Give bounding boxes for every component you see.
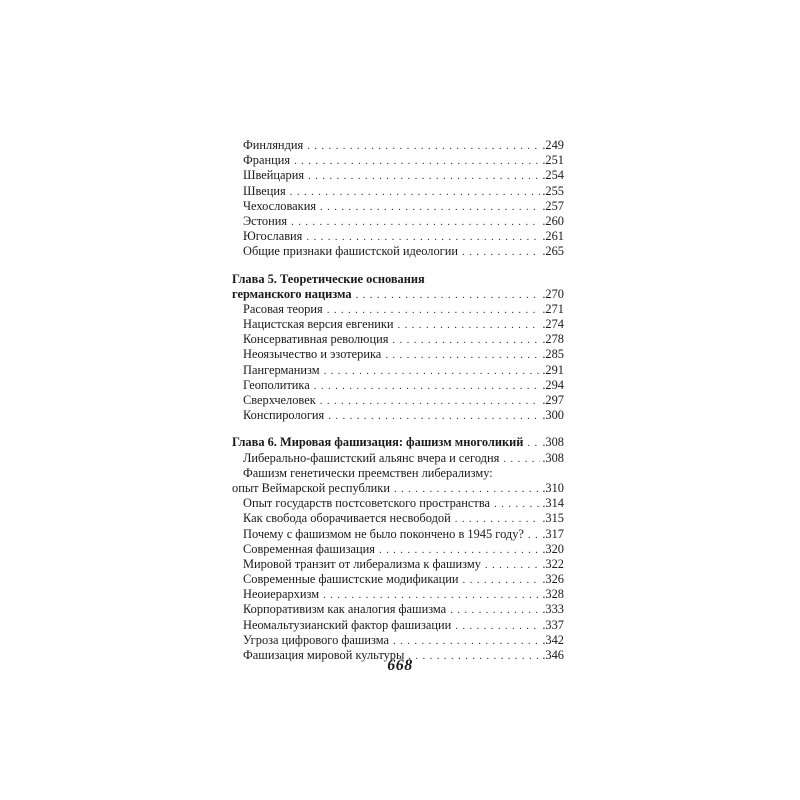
toc-entry	[232, 244, 564, 259]
toc-entry	[232, 317, 564, 332]
toc-entry	[232, 347, 564, 362]
toc-entry-label: Общие признаки фашистской идеологии	[243, 244, 459, 259]
dot-leader	[379, 543, 540, 558]
toc-entry-page: .251	[542, 153, 564, 168]
toc-entry-page: .271	[542, 301, 564, 316]
toc-entry	[232, 572, 564, 587]
toc-entry	[232, 511, 564, 526]
toc-entry-label: Корпоративизм как аналогия фашизма	[243, 602, 447, 617]
dot-leader	[394, 482, 540, 497]
toc-entry-page: .249	[542, 138, 564, 152]
toc-entry-page: .308	[542, 450, 564, 465]
dot-leader	[320, 200, 540, 215]
toc-entry-page: .326	[542, 572, 564, 587]
toc-entry-page: .322	[542, 556, 564, 571]
dot-leader	[462, 245, 540, 260]
chapter-title: Глава 6. Мировая фашизация: фашизм многоликий	[232, 435, 524, 450]
toc-entry-page: .257	[542, 198, 564, 213]
page-number: 668	[387, 657, 413, 674]
chapter-title: германского нацизма	[232, 286, 352, 301]
toc-entry	[232, 408, 564, 423]
toc-entry-page: .346	[542, 648, 564, 662]
toc-entry-page: .342	[542, 632, 564, 647]
toc-entry	[232, 542, 564, 557]
toc-entry-page: .333	[542, 602, 564, 617]
dot-leader	[450, 603, 540, 618]
toc-entry-page: .297	[542, 393, 564, 407]
dot-leader	[503, 452, 540, 467]
toc-entry-page: .274	[542, 317, 564, 332]
toc-entry	[232, 229, 564, 244]
dot-leader	[307, 139, 540, 154]
dot-leader	[463, 573, 541, 588]
toc-entry-label: Неомальтузианский фактор фашизации	[243, 617, 452, 632]
dot-leader	[527, 436, 540, 451]
dot-leader	[455, 512, 541, 527]
toc-entry-page: .337	[542, 617, 564, 632]
toc-entry-label: Фашизация мировой культуры	[243, 648, 405, 662]
dot-leader	[392, 333, 540, 348]
toc-entry	[232, 496, 564, 511]
toc-entry	[232, 393, 564, 408]
toc-entry-label: Фашизм генетически преемствен либерализму:	[243, 465, 493, 480]
toc-entry-label: Финляндия	[243, 138, 304, 152]
section-gap	[232, 260, 564, 272]
dot-leader	[485, 558, 540, 573]
dot-leader	[308, 169, 540, 184]
dot-leader	[290, 185, 541, 200]
toc-entry	[232, 451, 564, 466]
toc-entry-page: .265	[542, 244, 564, 259]
toc-entry	[232, 153, 564, 168]
toc-entry-page: .320	[542, 541, 564, 556]
toc-entry-label: Пангерманизм	[243, 362, 320, 377]
toc-entry-label: Либерально-фашистский альянс вчера и сегодня	[243, 450, 500, 465]
dot-leader	[291, 215, 540, 230]
toc-entry-label: Эстония	[243, 213, 288, 228]
toc-entry-label: Как свобода оборачивается несвободой	[243, 511, 451, 526]
chapter-heading	[232, 287, 564, 302]
chapter-heading	[232, 272, 564, 287]
toc-entry-page: .260	[542, 213, 564, 228]
dot-leader	[327, 303, 541, 318]
toc-entry-label: Мировой транзит от либерализма к фашизму	[243, 556, 481, 571]
dot-leader	[306, 230, 540, 245]
dot-leader	[324, 364, 541, 379]
toc-entry	[232, 302, 564, 317]
dot-leader	[393, 634, 540, 649]
dot-leader	[494, 497, 540, 512]
dot-leader	[320, 394, 541, 409]
toc-entry	[232, 214, 564, 229]
toc-entry-page: .314	[542, 496, 564, 511]
dot-leader	[528, 528, 540, 543]
toc-entry-label: Угроза цифрового фашизма	[243, 632, 390, 647]
toc-entry-label: Сверхчеловек	[243, 393, 316, 407]
toc-entry-label: опыт Веймарской республики	[232, 480, 390, 495]
toc-entry	[232, 481, 564, 496]
toc-entry	[232, 618, 564, 633]
toc-entry-label: Франция	[243, 153, 291, 168]
toc-entry-page: .294	[542, 377, 564, 392]
toc-entry-label: Современная фашизация	[243, 541, 375, 556]
toc-entry-page: .278	[542, 332, 564, 347]
toc-entry-label: Нацистская версия евгеники	[243, 317, 394, 332]
toc-entry-page: .254	[542, 168, 564, 183]
toc-entry	[232, 527, 564, 542]
toc-entry	[232, 378, 564, 393]
toc-entry-page: .310	[542, 480, 564, 495]
toc-entry-label: Конспирология	[243, 408, 325, 423]
toc-entry-label: Швеция	[243, 183, 286, 198]
toc-entry-label: Расовая теория	[243, 301, 323, 316]
toc-entry-label: Геополитика	[243, 377, 310, 392]
toc-entry	[232, 138, 564, 153]
toc-entry-label: Неоязычество и эзотерика	[243, 347, 382, 362]
dot-leader	[294, 154, 540, 169]
toc-entry-label: Современные фашистские модификации	[243, 572, 459, 587]
dot-leader	[323, 588, 540, 603]
toc-entry	[232, 557, 564, 572]
toc-entry	[232, 184, 564, 199]
toc-entry-label: Почему с фашизмом не было покончено в 1945 году?	[243, 526, 524, 541]
toc-entry	[232, 332, 564, 347]
toc-entry	[232, 466, 564, 481]
toc-entry-page: .285	[542, 347, 564, 362]
dot-leader	[328, 409, 540, 424]
toc-entry-page: .317	[542, 526, 564, 541]
toc-entry-page: .300	[542, 408, 564, 423]
dot-leader	[385, 348, 540, 363]
dot-leader	[356, 288, 541, 303]
table-of-contents	[232, 138, 564, 663]
toc-entry-page: .261	[542, 229, 564, 244]
toc-entry-page: .328	[542, 587, 564, 602]
toc-entry-page: .270	[542, 286, 564, 301]
section-gap	[232, 423, 564, 435]
toc-entry	[232, 199, 564, 214]
toc-entry-label: Швейцария	[243, 168, 305, 183]
toc-entry-page: .255	[542, 183, 564, 198]
dot-leader	[397, 318, 540, 333]
chapter-title: Глава 5. Теоретические основания	[232, 271, 425, 286]
toc-entry-page: .308	[542, 435, 564, 450]
dot-leader	[455, 619, 540, 634]
toc-entry-label: Чехословакия	[243, 198, 317, 213]
toc-entry-label: Неоиерархизм	[243, 587, 320, 602]
toc-entry-label: Консервативная революция	[243, 332, 389, 347]
toc-entry	[232, 168, 564, 183]
chapter-heading	[232, 435, 564, 450]
toc-entry	[232, 602, 564, 617]
toc-entry	[232, 633, 564, 648]
toc-entry-page: .291	[542, 362, 564, 377]
toc-entry-page: .315	[542, 511, 564, 526]
toc-entry-label: Югославия	[243, 229, 303, 244]
toc-entry	[232, 587, 564, 602]
toc-entry-label: Опыт государств постсоветского пространства	[243, 496, 491, 511]
toc-entry	[232, 363, 564, 378]
dot-leader	[314, 379, 541, 394]
